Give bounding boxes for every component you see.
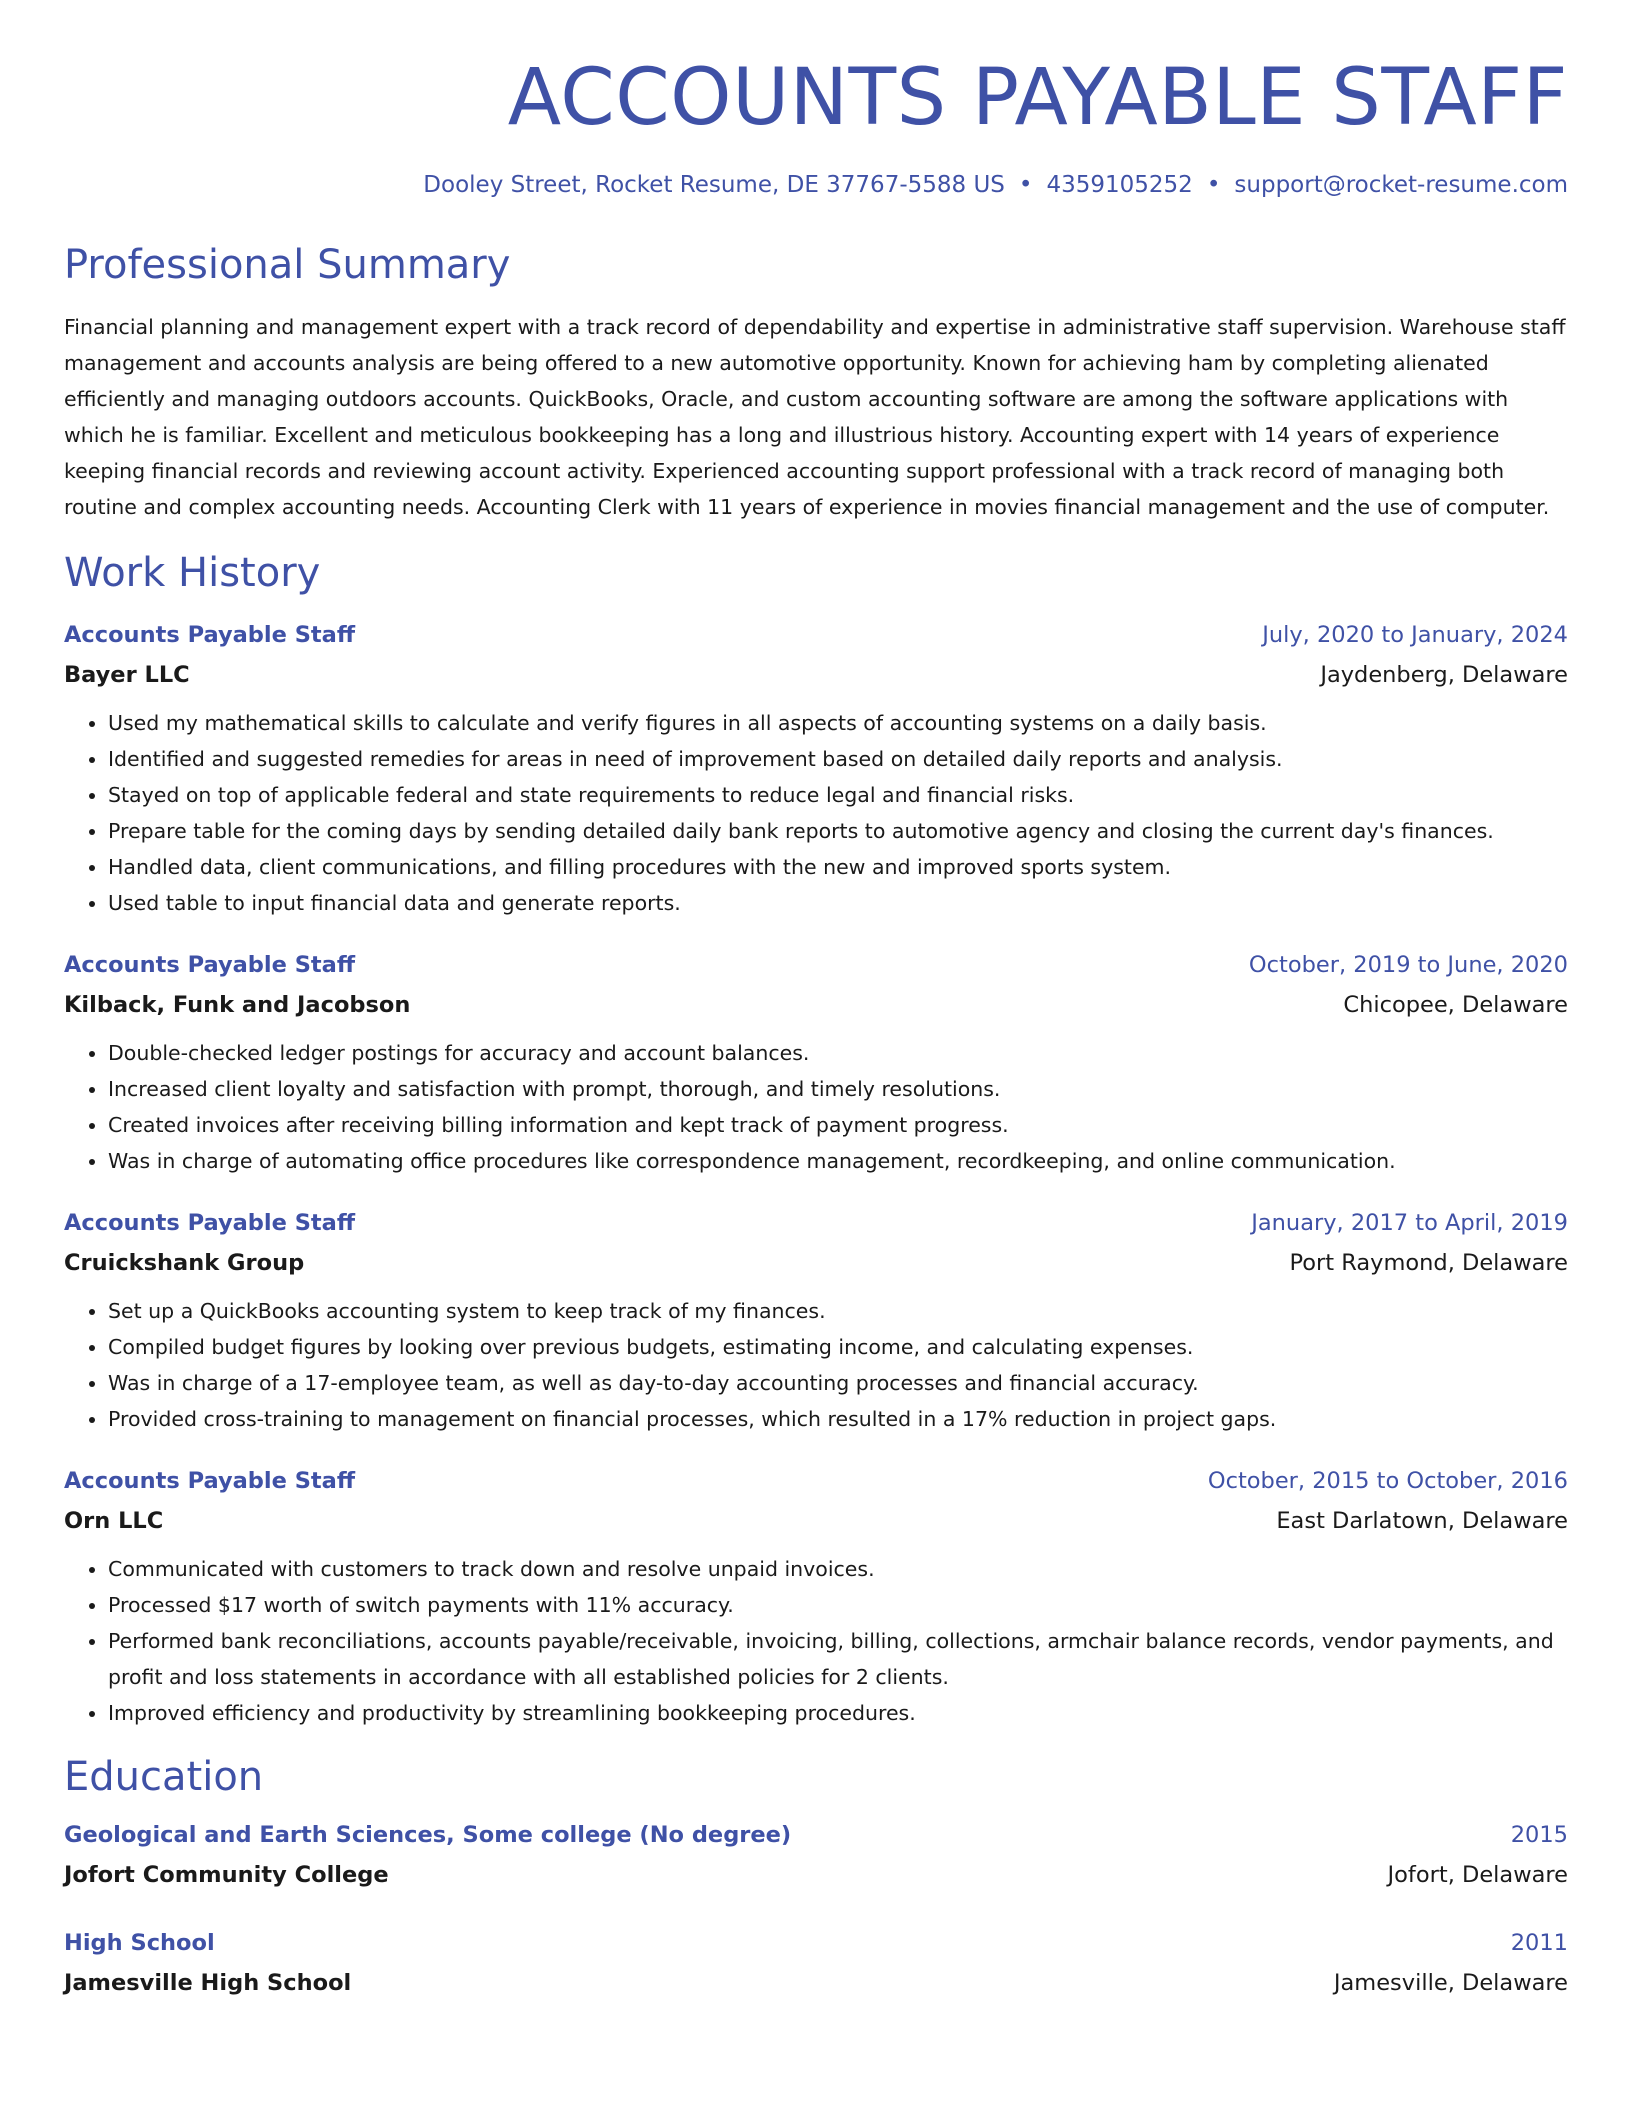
job-dates: July, 2020 to January, 2024: [1262, 622, 1568, 649]
job-dates: January, 2017 to April, 2019: [1251, 1210, 1568, 1237]
education-year: 2011: [1510, 1930, 1568, 1957]
education-school-row: [64, 1963, 1568, 2003]
job-header-row: [64, 945, 1568, 985]
job-title: Accounts Payable Staff: [64, 1468, 356, 1495]
education-location: Jofort, Delaware: [1387, 1862, 1568, 1889]
job-header-row: [64, 1461, 1568, 1501]
education-school-row: [64, 1855, 1568, 1895]
job-bullet: • Improved efficiency and productivity by streamlining bookkeeping procedures.: [108, 1695, 1568, 1731]
job-bullet: • Communicated with customers to track down and resolve unpaid invoices.: [108, 1551, 1568, 1587]
job-dates: October, 2015 to October, 2016: [1207, 1468, 1568, 1495]
job-location: Jaydenberg, Delaware: [1320, 662, 1568, 689]
candidate-name: ACCOUNTS PAYABLE STAFF: [507, 53, 1568, 143]
education-heading: Education: [64, 1754, 264, 1801]
work-history-list: [64, 615, 1568, 1731]
job-bullets: [64, 705, 1568, 921]
job-entry: [64, 945, 1568, 1179]
job-company-row: [64, 1243, 1568, 1283]
job-entry: [64, 1461, 1568, 1731]
job-header-row: [64, 1203, 1568, 1243]
job-bullet: • Was in charge of automating office procedures like correspondence management, recordkeeping, and online communication.: [108, 1143, 1568, 1179]
job-title: Accounts Payable Staff: [64, 952, 356, 979]
education-year: 2015: [1510, 1822, 1568, 1849]
job-bullets: [64, 1293, 1568, 1437]
education-entry: [64, 1923, 1568, 2003]
job-bullet: • Compiled budget figures by looking over previous budgets, estimating income, and calculating expenses.: [108, 1329, 1568, 1365]
job-bullet: • Increased client loyalty and satisfaction with prompt, thorough, and timely resolutions.: [108, 1071, 1568, 1107]
summary-heading: Professional Summary: [64, 242, 511, 289]
job-bullet: • Was in charge of a 17-employee team, as well as day-to-day accounting processes and financial accuracy.: [108, 1365, 1568, 1401]
job-entry: [64, 1203, 1568, 1437]
job-company: Bayer LLC: [64, 662, 190, 689]
job-title: Accounts Payable Staff: [64, 622, 356, 649]
job-bullet: • Used table to input financial data and generate reports.: [108, 885, 1568, 921]
job-bullet: • Performed bank reconciliations, accounts payable/receivable, invoicing, billing, collections, armchair balance records, vendor payments, and profit and loss statements in accordance with all established policies for 2 clients.: [108, 1623, 1568, 1695]
education-list: [64, 1815, 1568, 2003]
education-school: Jofort Community College: [64, 1862, 389, 1889]
summary-text: Financial planning and management expert with a track record of dependability and expertise in administrative staff supervision. Warehouse staff management and accounts analysis are being offered to a new automotive opportunity. Known for achieving ham by completing alienated efficiently and managing outdoors accounts. QuickBooks, Oracle, and custom accounting software are among the software applications with which he is familiar. Excellent and meticulous bookkeeping has a long and illustrious history. Accounting expert with 14 years of experience keeping financial records and reviewing account activity. Experienced accounting support professional with a track record of managing both routine and complex accounting needs. Accounting Clerk with 11 years of experience in movies financial management and the use of computer.: [64, 315, 1566, 520]
job-bullet: • Created invoices after receiving billing information and kept track of payment progress.: [108, 1107, 1568, 1143]
job-company: Orn LLC: [64, 1508, 164, 1535]
job-title: Accounts Payable Staff: [64, 1210, 356, 1237]
job-company-row: [64, 985, 1568, 1025]
contact-phone: 4359105252: [1046, 171, 1193, 198]
work-history-heading: Work History: [64, 550, 321, 597]
job-bullet: • Double-checked ledger postings for accuracy and account balances.: [108, 1035, 1568, 1071]
job-entry: [64, 615, 1568, 921]
job-bullet: • Used my mathematical skills to calculate and verify figures in all aspects of accounting systems on a daily basis.: [108, 705, 1568, 741]
job-location: Port Raymond, Delaware: [1289, 1250, 1568, 1277]
job-bullets: [64, 1035, 1568, 1179]
education-header-row: [64, 1815, 1568, 1855]
job-bullets: [64, 1551, 1568, 1731]
contact-separator: •: [1018, 171, 1033, 198]
job-bullet: • Processed $17 worth of switch payments with 11% accuracy.: [108, 1587, 1568, 1623]
job-bullet: • Provided cross-training to management on financial processes, which resulted in a 17% reduction in project gaps.: [108, 1401, 1568, 1437]
job-dates: October, 2019 to June, 2020: [1248, 952, 1568, 979]
job-location: East Darlatown, Delaware: [1276, 1508, 1568, 1535]
education-school: Jamesville High School: [64, 1970, 352, 1997]
contact-separator: •: [1206, 171, 1221, 198]
job-bullet: • Prepare table for the coming days by sending detailed daily bank reports to automotive agency and closing the current day's finances.: [108, 813, 1568, 849]
job-bullet: • Handled data, client communications, and filling procedures with the new and improved sports system.: [108, 849, 1568, 885]
job-bullet: • Stayed on top of applicable federal and state requirements to reduce legal and financial risks.: [108, 777, 1568, 813]
education-degree: Geological and Earth Sciences, Some college (No degree): [64, 1822, 792, 1849]
job-company: Kilback, Funk and Jacobson: [64, 992, 411, 1019]
education-location: Jamesville, Delaware: [1333, 1970, 1568, 1997]
education-degree: High School: [64, 1930, 215, 1957]
education-header-row: [64, 1923, 1568, 1963]
contact-address: Dooley Street, Rocket Resume, DE 37767-5588 US: [423, 171, 1005, 198]
job-header-row: [64, 615, 1568, 655]
job-company-row: [64, 1501, 1568, 1541]
contact-email: support@rocket-resume.com: [1234, 171, 1568, 198]
job-company-row: [64, 655, 1568, 695]
contact-line: [64, 172, 1568, 200]
education-entry: [64, 1815, 1568, 1895]
job-bullet: • Identified and suggested remedies for areas in need of improvement based on detailed daily reports and analysis.: [108, 741, 1568, 777]
job-location: Chicopee, Delaware: [1343, 992, 1568, 1019]
job-bullet: • Set up a QuickBooks accounting system to keep track of my finances.: [108, 1293, 1568, 1329]
job-company: Cruickshank Group: [64, 1250, 305, 1277]
